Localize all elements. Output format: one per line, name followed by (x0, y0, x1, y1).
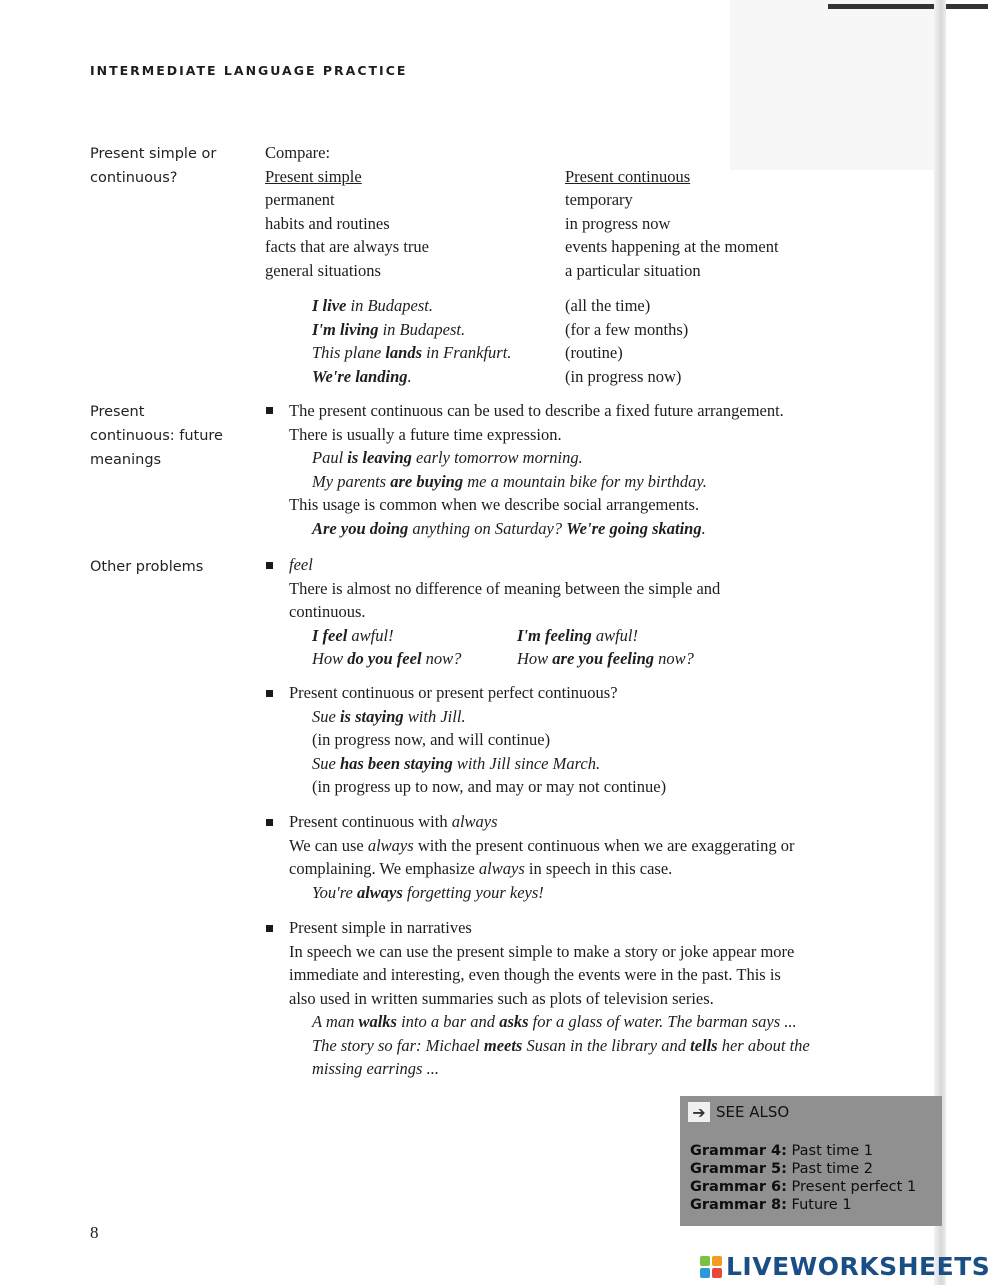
col2-title: Present continuous (565, 166, 691, 186)
liveworksheets-watermark (700, 1252, 990, 1281)
liveworksheets-logo-icon (700, 1256, 722, 1278)
feel-examples-left: I feel awful! How do you feel now? (312, 625, 462, 668)
example: Paul is leaving early tomorrow morning. (312, 448, 583, 467)
ppc-block: Present continuous or present perfect continuous? Sue is staying with Jill. (in progress now, and will continue) Sue has been staying with Jill since March. (in progress up to now, and may or may not continue) (289, 683, 667, 796)
example: I'm living in Budapest. (312, 319, 466, 339)
col1-item: facts that are always true (265, 237, 430, 256)
col2-block (565, 165, 779, 283)
page-edge (934, 0, 946, 1285)
see-also-list (690, 1142, 916, 1214)
col2-item: events happening at the moment (565, 237, 779, 256)
bullet-icon (266, 690, 273, 697)
bullet-icon (266, 925, 273, 932)
example: This plane lands in Frankfurt. (312, 343, 512, 362)
running-header: INTERMEDIATE LANGUAGE PRACTICE (90, 63, 408, 78)
feel-title: feel (289, 555, 313, 574)
col2-item: in progress now (565, 213, 671, 233)
section-label-future-meanings: Present continuous: future meanings (90, 404, 223, 468)
bullet-icon (266, 407, 273, 414)
see-also-item[interactable]: Grammar 4: Past time 1 (690, 1143, 873, 1159)
page-shadow (730, 0, 934, 170)
col2-item: temporary (565, 190, 633, 209)
see-also-item[interactable]: Grammar 5: Past time 2 (690, 1161, 873, 1177)
col1-item: habits and routines (265, 213, 390, 233)
example: Are you doing anything on Saturday? We're going skating. (312, 518, 706, 538)
arrow-right-icon: ➔ (688, 1102, 710, 1122)
see-also-item[interactable]: Grammar 6: Present perfect 1 (690, 1179, 917, 1195)
example-notes: (all the time) (for a few months) (routine) (in progress now) (565, 296, 689, 386)
col1-title: Present simple (265, 166, 362, 186)
col1-item: permanent (265, 190, 335, 209)
example: We're landing. (312, 366, 412, 386)
page-number: 8 (90, 1223, 99, 1242)
section-label-other-problems: Other problems (90, 559, 204, 575)
see-also-item[interactable]: Grammar 8: Future 1 (690, 1197, 852, 1213)
see-also-header (688, 1101, 789, 1123)
see-also-box (680, 1096, 942, 1226)
feel-examples-right: I'm feeling awful! How are you feeling now? (517, 625, 694, 668)
bullet-icon (266, 562, 273, 569)
compare-block (265, 141, 429, 282)
examples-block (312, 294, 511, 388)
example: I live in Budapest. (312, 296, 433, 315)
col1-item: general situations (265, 260, 381, 280)
future-meanings-body: The present continuous can be used to describe a fixed future arrangement. There is usually a future time expression. Paul is leaving early tomorrow morning. My parents are buying me a mountain bike for my birthday. This usage is common when we describe social arrangements. Are you doing anything on Saturday? We're going skating. (289, 399, 784, 540)
always-block: Present continuous with always We can use always with the present continuous when we are exaggerating or complaining. We emphasize always in speech in this case. You're always forgetting your keys! (289, 812, 795, 902)
narratives-block: Present simple in narratives In speech we can use the present simple to make a story or joke appear more immediate and interesting, even though the events were in the past. This is also used in written summaries such as plots of television series. A man walks into a bar and asks for a glass of water. The barman says ... The story so far: Michael meets Susan in the library and tells her about the missing earrings ... (289, 918, 810, 1078)
feel-block: feel There is almost no difference of meaning between the simple and continuous. (289, 555, 721, 621)
example: My parents are buying me a mountain bike for my birthday. (312, 471, 707, 491)
bullet-icon (266, 819, 273, 826)
section-label-simple-or-continuous: Present simple or continuous? (90, 146, 217, 186)
compare-label: Compare: (265, 143, 331, 162)
see-also-title: SEE ALSO (716, 1103, 790, 1121)
col2-item: a particular situation (565, 260, 701, 280)
watermark-text: LIVEWORKSHEETS (726, 1252, 991, 1281)
top-rule (828, 4, 988, 9)
